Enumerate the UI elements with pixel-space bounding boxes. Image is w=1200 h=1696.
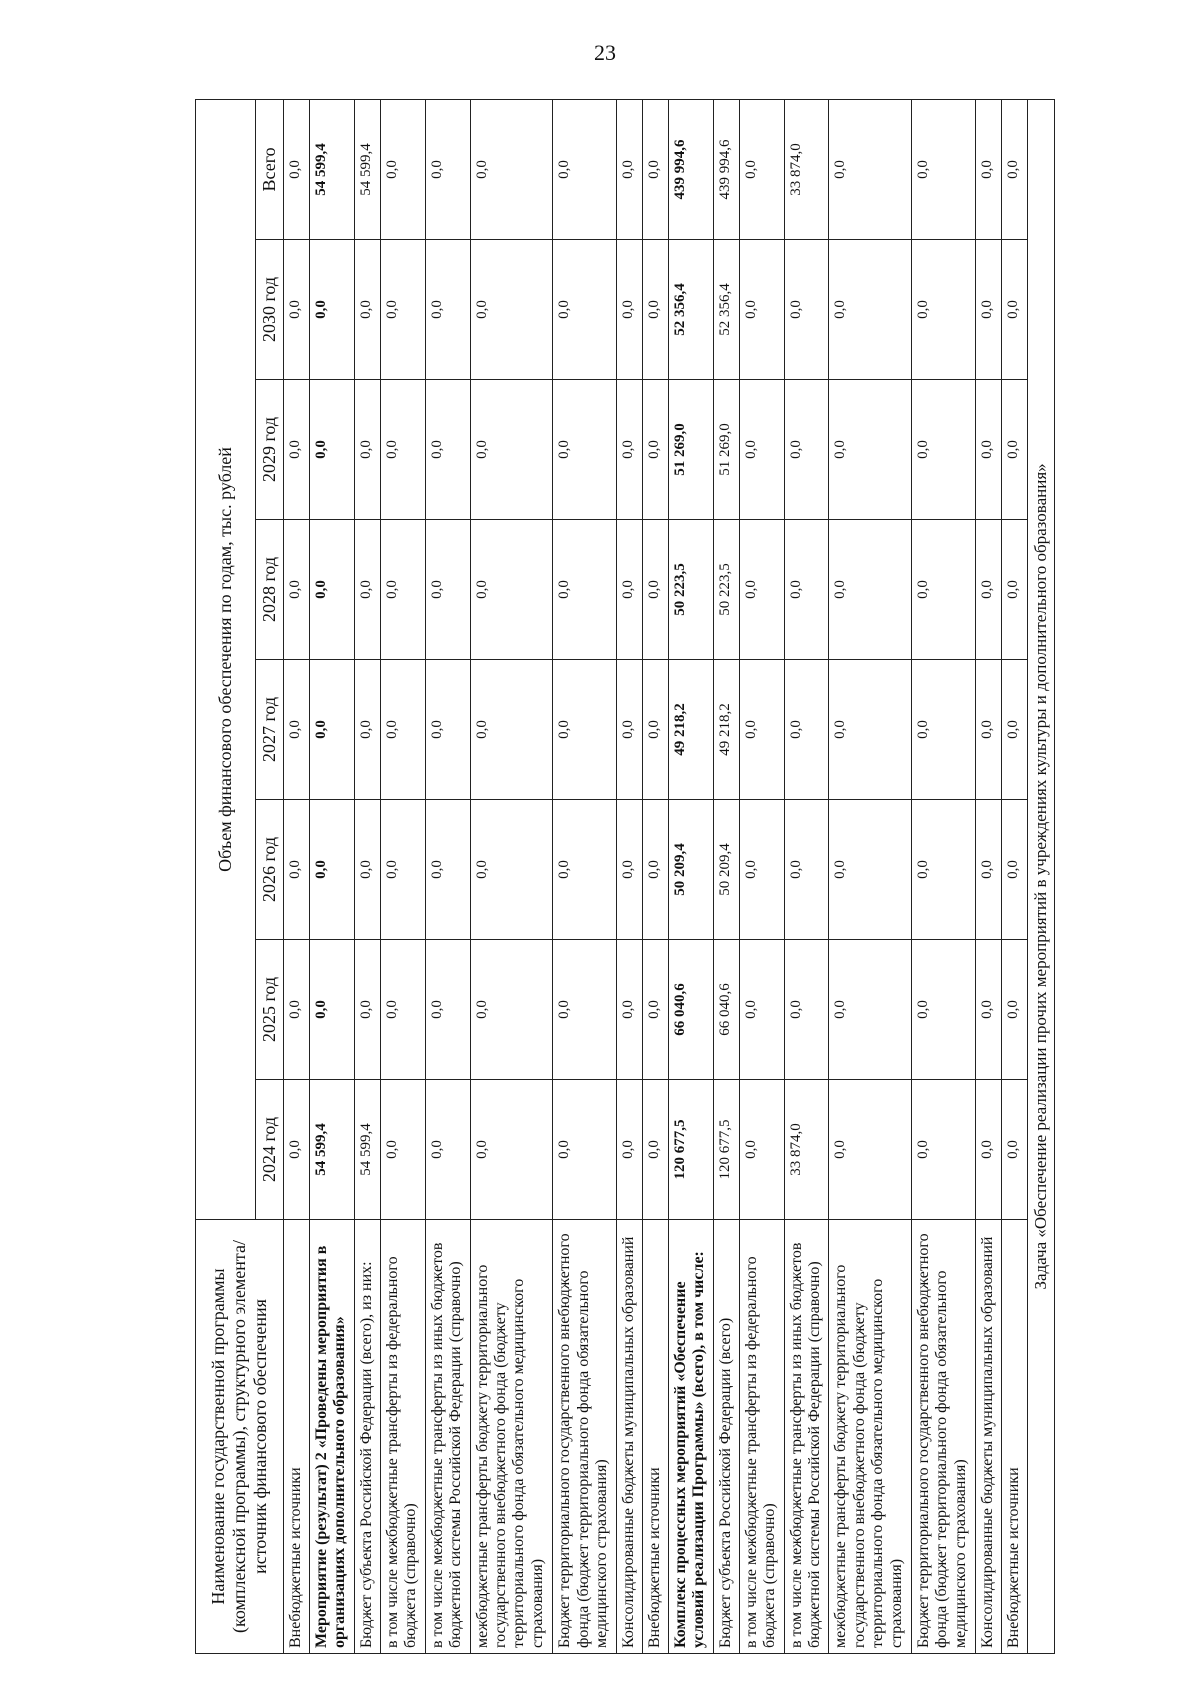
value-cell: 49 218,2 bbox=[668, 660, 713, 800]
value-cell: 0,0 bbox=[1001, 660, 1027, 800]
value-cell: 0,0 bbox=[912, 800, 976, 940]
value-cell: 0,0 bbox=[284, 660, 310, 800]
value-cell: 0,0 bbox=[912, 240, 976, 380]
row-label: в том числе межбюджетные трансферты из федерального бюджета (справочно) bbox=[739, 1220, 784, 1654]
table-row bbox=[713, 99, 739, 1653]
row-label: Консолидированные бюджеты муниципальных образований bbox=[975, 1220, 1001, 1654]
value-cell: 0,0 bbox=[912, 99, 976, 239]
row-label: Бюджет субъекта Российской Федерации (всего) bbox=[713, 1220, 739, 1654]
value-cell: 0,0 bbox=[739, 99, 784, 239]
value-cell: 0,0 bbox=[616, 940, 642, 1080]
value-cell: 0,0 bbox=[425, 660, 470, 800]
value-cell: 0,0 bbox=[553, 660, 617, 800]
table-row bbox=[912, 99, 976, 1653]
value-cell: 0,0 bbox=[829, 520, 912, 660]
value-cell: 0,0 bbox=[739, 940, 784, 1080]
value-cell: 120 677,5 bbox=[713, 1080, 739, 1220]
value-cell: 0,0 bbox=[310, 240, 355, 380]
value-cell: 0,0 bbox=[425, 240, 470, 380]
value-cell: 0,0 bbox=[642, 940, 668, 1080]
row-label: Бюджет субъекта Российской Федерации (всего), из них: bbox=[354, 1220, 380, 1654]
value-cell: 0,0 bbox=[912, 1080, 976, 1220]
value-cell: 0,0 bbox=[553, 1080, 617, 1220]
table-row bbox=[310, 99, 355, 1653]
value-cell: 0,0 bbox=[975, 660, 1001, 800]
value-cell: 0,0 bbox=[553, 380, 617, 520]
value-cell: 0,0 bbox=[553, 240, 617, 380]
value-cell: 0,0 bbox=[310, 660, 355, 800]
row-label: Внебюджетные источники bbox=[1001, 1220, 1027, 1654]
value-cell: 0,0 bbox=[1001, 240, 1027, 380]
value-cell: 0,0 bbox=[380, 1080, 425, 1220]
row-label: Внебюджетные источники bbox=[284, 1220, 310, 1654]
value-cell: 0,0 bbox=[829, 99, 912, 239]
value-cell: 0,0 bbox=[284, 240, 310, 380]
value-cell: 0,0 bbox=[912, 380, 976, 520]
value-cell: 0,0 bbox=[642, 240, 668, 380]
table-body bbox=[284, 99, 1055, 1653]
value-cell: 0,0 bbox=[380, 380, 425, 520]
task-row-text: Задача «Обеспечение реализации прочих мероприятий в учреждениях культуры и дополнительного образования» bbox=[1027, 99, 1054, 1653]
value-cell: 0,0 bbox=[616, 99, 642, 239]
value-cell: 0,0 bbox=[310, 940, 355, 1080]
value-cell: 439 994,6 bbox=[713, 99, 739, 239]
value-cell: 0,0 bbox=[354, 240, 380, 380]
row-label: межбюджетные трансферты бюджету территориального государственного внебюджетного фонда (бюджету территориального фонда обязательного медицинского страхования) bbox=[470, 1220, 553, 1654]
year-header: 2024 год bbox=[256, 1080, 284, 1220]
value-cell: 0,0 bbox=[425, 520, 470, 660]
value-cell: 0,0 bbox=[616, 660, 642, 800]
year-header: 2028 год bbox=[256, 520, 284, 660]
value-cell: 66 040,6 bbox=[668, 940, 713, 1080]
value-cell: 0,0 bbox=[470, 800, 553, 940]
value-cell: 50 223,5 bbox=[668, 520, 713, 660]
value-cell: 0,0 bbox=[739, 1080, 784, 1220]
value-cell: 0,0 bbox=[739, 660, 784, 800]
rotated-table-wrapper bbox=[195, 100, 1055, 1654]
table-row bbox=[829, 99, 912, 1653]
value-cell: 0,0 bbox=[739, 520, 784, 660]
table-row bbox=[380, 99, 425, 1653]
value-cell: 0,0 bbox=[975, 1080, 1001, 1220]
row-label: межбюджетные трансферты бюджету территориального государственного внебюджетного фонда (бюджету территориального фонда обязательного медицинского страхования) bbox=[829, 1220, 912, 1654]
value-cell: 439 994,6 bbox=[668, 99, 713, 239]
year-header: 2029 год bbox=[256, 380, 284, 520]
value-cell: 0,0 bbox=[380, 520, 425, 660]
value-cell: 120 677,5 bbox=[668, 1080, 713, 1220]
value-cell: 0,0 bbox=[470, 99, 553, 239]
value-cell: 0,0 bbox=[380, 800, 425, 940]
value-cell: 0,0 bbox=[642, 99, 668, 239]
value-cell: 0,0 bbox=[1001, 99, 1027, 239]
value-cell: 0,0 bbox=[642, 800, 668, 940]
value-cell: 0,0 bbox=[425, 99, 470, 239]
value-cell: 50 223,5 bbox=[713, 520, 739, 660]
value-cell: 0,0 bbox=[425, 940, 470, 1080]
financing-table bbox=[195, 99, 1055, 1654]
value-cell: 0,0 bbox=[829, 800, 912, 940]
row-label: Бюджет территориального государственного внебюджетного фонда (бюджет территориального фонда обязательного медицинского страхования) bbox=[553, 1220, 617, 1654]
value-cell: 0,0 bbox=[616, 240, 642, 380]
value-cell: 33 874,0 bbox=[784, 1080, 829, 1220]
value-cell: 0,0 bbox=[1001, 380, 1027, 520]
value-cell: 54 599,4 bbox=[354, 1080, 380, 1220]
year-header: Всего bbox=[256, 99, 284, 239]
value-cell: 0,0 bbox=[616, 520, 642, 660]
value-cell: 0,0 bbox=[829, 940, 912, 1080]
page-number: 23 bbox=[594, 40, 616, 65]
value-cell: 50 209,4 bbox=[713, 800, 739, 940]
value-cell: 0,0 bbox=[829, 660, 912, 800]
value-cell: 0,0 bbox=[829, 1080, 912, 1220]
value-cell: 0,0 bbox=[354, 380, 380, 520]
value-cell: 0,0 bbox=[739, 240, 784, 380]
value-cell: 0,0 bbox=[425, 380, 470, 520]
value-cell: 0,0 bbox=[553, 520, 617, 660]
value-cell: 0,0 bbox=[425, 1080, 470, 1220]
value-cell: 0,0 bbox=[284, 520, 310, 660]
row-label: в том числе межбюджетные трансферты из иных бюджетов бюджетной системы Российской Федерации (справочно) bbox=[425, 1220, 470, 1654]
value-cell: 0,0 bbox=[425, 800, 470, 940]
value-cell: 0,0 bbox=[354, 800, 380, 940]
value-cell: 0,0 bbox=[784, 800, 829, 940]
table-row bbox=[553, 99, 617, 1653]
value-cell: 51 269,0 bbox=[713, 380, 739, 520]
value-cell: 0,0 bbox=[912, 940, 976, 1080]
value-cell: 33 874,0 bbox=[784, 99, 829, 239]
value-cell: 0,0 bbox=[912, 520, 976, 660]
value-cell: 0,0 bbox=[829, 240, 912, 380]
value-cell: 0,0 bbox=[784, 940, 829, 1080]
value-cell: 0,0 bbox=[784, 660, 829, 800]
table-row bbox=[1001, 99, 1027, 1653]
row-label: Мероприятие (результат) 2 «Проведены мероприятия в организациях дополнительного образования» bbox=[310, 1220, 355, 1654]
value-cell: 66 040,6 bbox=[713, 940, 739, 1080]
value-cell: 0,0 bbox=[642, 520, 668, 660]
value-cell: 0,0 bbox=[470, 240, 553, 380]
value-cell: 0,0 bbox=[470, 660, 553, 800]
value-cell: 0,0 bbox=[553, 940, 617, 1080]
value-cell: 0,0 bbox=[912, 660, 976, 800]
value-cell: 0,0 bbox=[284, 940, 310, 1080]
value-cell: 0,0 bbox=[616, 1080, 642, 1220]
value-cell: 0,0 bbox=[1001, 1080, 1027, 1220]
value-cell: 0,0 bbox=[642, 1080, 668, 1220]
value-cell: 0,0 bbox=[829, 380, 912, 520]
value-cell: 0,0 bbox=[284, 380, 310, 520]
table-row bbox=[354, 99, 380, 1653]
table-row bbox=[668, 99, 713, 1653]
value-cell: 0,0 bbox=[553, 99, 617, 239]
value-cell: 0,0 bbox=[310, 380, 355, 520]
value-cell: 0,0 bbox=[616, 800, 642, 940]
year-header: 2027 год bbox=[256, 660, 284, 800]
value-cell: 49 218,2 bbox=[713, 660, 739, 800]
value-cell: 54 599,4 bbox=[310, 99, 355, 239]
value-cell: 0,0 bbox=[642, 380, 668, 520]
value-cell: 0,0 bbox=[310, 800, 355, 940]
value-cell: 54 599,4 bbox=[354, 99, 380, 239]
value-cell: 0,0 bbox=[380, 99, 425, 239]
value-cell: 0,0 bbox=[975, 800, 1001, 940]
value-cell: 0,0 bbox=[553, 800, 617, 940]
value-cell: 51 269,0 bbox=[668, 380, 713, 520]
value-cell: 0,0 bbox=[784, 520, 829, 660]
value-cell: 0,0 bbox=[975, 520, 1001, 660]
value-cell: 0,0 bbox=[975, 240, 1001, 380]
value-cell: 0,0 bbox=[1001, 940, 1027, 1080]
value-cell: 0,0 bbox=[470, 1080, 553, 1220]
value-cell: 0,0 bbox=[975, 99, 1001, 239]
value-cell: 52 356,4 bbox=[713, 240, 739, 380]
value-cell: 0,0 bbox=[284, 800, 310, 940]
value-cell: 0,0 bbox=[784, 380, 829, 520]
value-cell: 0,0 bbox=[284, 1080, 310, 1220]
value-cell: 0,0 bbox=[470, 520, 553, 660]
value-cell: 0,0 bbox=[470, 940, 553, 1080]
volume-column-header: Объем финансового обеспечения по годам, тыс. рублей bbox=[196, 99, 256, 1219]
value-cell: 0,0 bbox=[284, 99, 310, 239]
name-column-header: Наименование государственной программы (комплексной программы), структурного элемента/источник финансового обеспечения bbox=[196, 1220, 284, 1654]
table-row bbox=[425, 99, 470, 1653]
row-label: Комплекс процессных мероприятий «Обеспечение условий реализации Программы» (всего), в том числе: bbox=[668, 1220, 713, 1654]
value-cell: 0,0 bbox=[739, 380, 784, 520]
task-row bbox=[1027, 99, 1054, 1653]
table-row bbox=[784, 99, 829, 1653]
row-label: Консолидированные бюджеты муниципальных образований bbox=[616, 1220, 642, 1654]
table-row bbox=[975, 99, 1001, 1653]
value-cell: 0,0 bbox=[1001, 520, 1027, 660]
table-row bbox=[642, 99, 668, 1653]
value-cell: 0,0 bbox=[380, 660, 425, 800]
value-cell: 0,0 bbox=[642, 660, 668, 800]
value-cell: 0,0 bbox=[975, 940, 1001, 1080]
row-label: Внебюджетные источники bbox=[642, 1220, 668, 1654]
value-cell: 52 356,4 bbox=[668, 240, 713, 380]
value-cell: 0,0 bbox=[354, 660, 380, 800]
value-cell: 0,0 bbox=[739, 800, 784, 940]
value-cell: 0,0 bbox=[380, 940, 425, 1080]
year-header: 2025 год bbox=[256, 940, 284, 1080]
value-cell: 0,0 bbox=[380, 240, 425, 380]
value-cell: 0,0 bbox=[784, 240, 829, 380]
table-row bbox=[616, 99, 642, 1653]
value-cell: 54 599,4 bbox=[310, 1080, 355, 1220]
value-cell: 0,0 bbox=[354, 520, 380, 660]
value-cell: 0,0 bbox=[1001, 800, 1027, 940]
row-label: в том числе межбюджетные трансферты из федерального бюджета (справочно) bbox=[380, 1220, 425, 1654]
table-row bbox=[470, 99, 553, 1653]
year-header: 2030 год bbox=[256, 240, 284, 380]
table-row bbox=[739, 99, 784, 1653]
value-cell: 0,0 bbox=[310, 520, 355, 660]
row-label: в том числе межбюджетные трансферты из иных бюджетов бюджетной системы Российской Федерации (справочно) bbox=[784, 1220, 829, 1654]
value-cell: 0,0 bbox=[470, 380, 553, 520]
value-cell: 0,0 bbox=[354, 940, 380, 1080]
value-cell: 0,0 bbox=[616, 380, 642, 520]
value-cell: 0,0 bbox=[975, 380, 1001, 520]
table-row bbox=[284, 99, 310, 1653]
value-cell: 50 209,4 bbox=[668, 800, 713, 940]
year-header: 2026 год bbox=[256, 800, 284, 940]
row-label: Бюджет территориального государственного внебюджетного фонда (бюджет территориального фонда обязательного медицинского страхования) bbox=[912, 1220, 976, 1654]
